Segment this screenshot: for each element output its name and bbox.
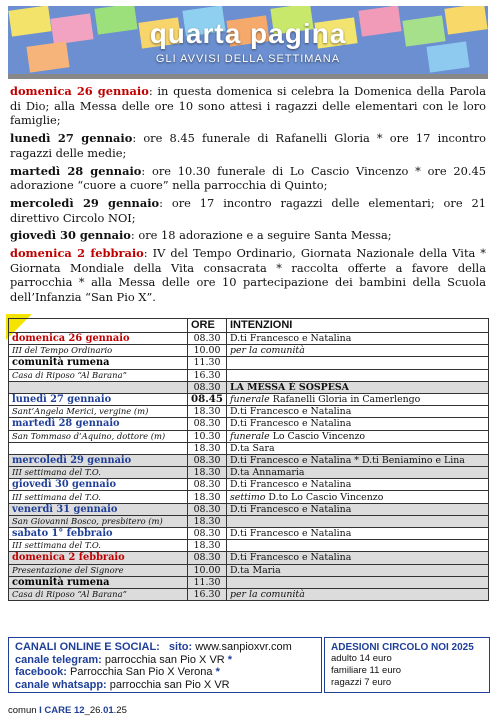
day-cell: martedì 28 gennaio [9, 418, 188, 430]
footer-prefix: comun [8, 705, 37, 716]
intention-prefix: funerale [230, 394, 270, 406]
channel-value[interactable]: Parrocchia San Pio X Verona [70, 666, 213, 678]
time-cell: 18.30 [188, 442, 227, 454]
notice-text: : in questa domenica si celebra la Domenica della Parola di Dio; alla Messa delle ore 10 sono attesi i ragazzi delle elementari con le loro famiglie; [10, 84, 486, 128]
day-cell: Sant’Angela Merici, vergine (m) [9, 406, 188, 418]
table-row [9, 357, 489, 369]
channels-title: CANALI ONLINE E SOCIAL: [15, 641, 160, 653]
notice-item [10, 196, 486, 225]
day-cell: giovedì 30 gennaio [9, 479, 188, 491]
time-cell: 08.30 [188, 381, 227, 393]
notice-text: : IV del Tempo Ordinario, Giornata Nazionale della Vita * Giornata Mondiale della Vita consacrata * raccolta offerte a favore della parrocchia * alla Messa delle ore 10 partecipazione dei bambini della Scuola dell’Infanzia “San Pio X”. [10, 246, 487, 305]
table-row [9, 369, 489, 381]
notice-item [10, 131, 486, 160]
notice-day: lunedì 27 gennaio [10, 131, 133, 146]
notice-text: : ore 17 incontro ragazzi delle elementari; ore 21 direttivo Circolo NOI; [10, 195, 486, 225]
table-row [9, 540, 489, 552]
table-row [9, 528, 489, 540]
table-row [9, 333, 489, 345]
notice-item [10, 164, 486, 193]
day-cell [9, 381, 188, 393]
header-banner [8, 6, 488, 74]
table-row [9, 418, 489, 430]
intention-cell [227, 540, 489, 552]
membership-box [324, 637, 490, 693]
table-row [9, 454, 489, 466]
day-cell: lunedì 27 gennaio [9, 393, 188, 405]
intention-cell [227, 430, 489, 442]
day-cell: sabato 1° febbraio [9, 528, 188, 540]
time-cell: 10.00 [188, 345, 227, 357]
notice-day: giovedì 30 gennaio [10, 228, 131, 243]
intention-cell [227, 357, 489, 369]
table-row [9, 491, 489, 503]
intention-cell [227, 491, 489, 503]
time-cell: 18.30 [188, 515, 227, 527]
table-row [9, 503, 489, 515]
intention-cell [227, 528, 489, 540]
intention-cell [227, 333, 489, 345]
day-cell: San Giovanni Bosco, presbitero (m) [9, 515, 188, 527]
day-cell: domenica 26 gennaio [9, 333, 188, 345]
membership-title: ADESIONI CIRCOLO NOI 2025 [331, 642, 474, 653]
table-row [9, 381, 489, 393]
intention-cell [227, 467, 489, 479]
time-cell: 10.30 [188, 430, 227, 442]
day-cell: III settimana del T.O. [9, 467, 188, 479]
intention-text: D.ti Francesco e Natalina * D.ti Beniamino e Lina [230, 454, 465, 466]
channel-value[interactable]: parrocchia san Pio X VR [104, 653, 225, 666]
table-row [9, 430, 489, 442]
notice-text: : ore 8.45 funerale di Rafanelli Gloria * ore 17 incontro ragazzi delle medie; [10, 131, 486, 160]
table-header-row [9, 319, 489, 333]
day-cell: venerdì 31 gennaio [9, 503, 188, 515]
membership-item: ragazzi 7 euro [331, 677, 392, 688]
time-cell: 11.30 [188, 576, 227, 588]
intention-text: D.ta Maria [230, 564, 281, 576]
time-cell: 16.30 [188, 369, 227, 381]
day-cell: Casa di Riposo “Al Barana” [9, 588, 188, 600]
day-cell: III settimana del T.O. [9, 491, 188, 503]
time-cell: 18.30 [188, 491, 227, 503]
intention-text: D.ta Annamaria [230, 467, 305, 479]
time-cell: 08.30 [188, 454, 227, 466]
notice-day: domenica 26 gennaio [10, 84, 149, 98]
header-intenzioni: INTENZIONI [227, 319, 489, 333]
weekly-notices [10, 84, 486, 308]
intention-text: LA MESSA È SOSPESA [230, 381, 349, 393]
intention-cell [227, 369, 489, 381]
table-row [9, 515, 489, 527]
channel-label: canale telegram: [15, 653, 102, 666]
intention-text: Lo Cascio Vincenzo [272, 430, 366, 442]
channel-line [9, 666, 321, 679]
table-row [9, 393, 489, 405]
time-cell: 08.30 [188, 503, 227, 515]
divider-bar [8, 74, 488, 79]
time-cell: 08.30 [188, 552, 227, 564]
banner-title: quarta pagina [149, 18, 347, 49]
site-link[interactable]: www.sanpioxvr.com [195, 641, 292, 653]
notice-day: mercoledì 29 gennaio [10, 195, 160, 210]
intention-text: D.ti Francesco e Natalina [230, 333, 352, 345]
channel-value[interactable]: parrocchia san Pio X VR [109, 678, 230, 691]
channel-line [9, 654, 321, 667]
table-row [9, 552, 489, 564]
time-cell: 08.30 [188, 333, 227, 345]
intention-cell [227, 503, 489, 515]
intention-cell [227, 454, 489, 466]
table-row [9, 442, 489, 454]
intention-text: D.ti Francesco e Natalina [230, 479, 352, 491]
day-cell: domenica 2 febbraio [9, 552, 188, 564]
time-cell: 18.30 [188, 406, 227, 418]
footer-brand: I CARE [39, 705, 72, 716]
intention-text: Rafanelli Gloria in Camerlengo [272, 394, 421, 406]
day-cell: Casa di Riposo “Al Barana” [9, 369, 188, 381]
intention-cell [227, 345, 489, 357]
notice-item [10, 84, 486, 128]
intention-prefix: funerale [230, 430, 270, 442]
notice-text: : ore 18 adorazione e a seguire Santa Messa; [130, 228, 392, 243]
intention-text: D.ti Francesco e Natalina [230, 552, 352, 564]
intention-cell [227, 442, 489, 454]
day-cell: III settimana del T.O. [9, 540, 188, 552]
intention-cell [227, 552, 489, 564]
intention-text: D.to Lo Cascio Vincenzo [268, 491, 384, 503]
table-row [9, 467, 489, 479]
intention-cell [227, 515, 489, 527]
day-cell: Presentazione del Signore [9, 564, 188, 576]
intention-cell [227, 406, 489, 418]
time-cell: 11.30 [188, 357, 227, 369]
time-cell: 18.30 [188, 540, 227, 552]
social-channels-box [8, 637, 322, 693]
time-cell: 08.30 [188, 418, 227, 430]
notice-item [10, 228, 486, 243]
channel-label: facebook: [15, 666, 67, 678]
intention-prefix: settimo [230, 491, 266, 503]
notice-day: martedì 28 gennaio [10, 163, 142, 178]
notice-item [10, 246, 486, 305]
header-ore: ORE [188, 319, 227, 333]
channel-star: * [215, 666, 220, 678]
table-row [9, 345, 489, 357]
footer-sep1: _26. [84, 705, 104, 716]
time-cell: 08.30 [188, 479, 227, 491]
intention-text: D.ti Francesco e Natalina [230, 418, 352, 430]
intention-text: D.ti Francesco e Natalina [230, 406, 352, 418]
mass-schedule-table [8, 318, 489, 601]
intention-cell [227, 564, 489, 576]
day-cell: comunità rumena [9, 357, 188, 369]
intention-cell [227, 588, 489, 600]
intention-cell [227, 418, 489, 430]
intention-text: D.ti Francesco e Natalina [230, 528, 352, 540]
channel-label: canale whatsapp: [15, 678, 107, 691]
table-row [9, 588, 489, 600]
notice-text: : ore 10.30 funerale di Lo Cascio Vincenzo * ore 20.45 adorazione “cuore a cuore” nella parrocchia di Quinto; [10, 163, 486, 193]
time-cell: 08.30 [188, 528, 227, 540]
table-row [9, 564, 489, 576]
day-cell [9, 442, 188, 454]
time-cell: 08.45 [188, 393, 227, 405]
intention-cell [227, 381, 489, 393]
time-cell: 10.00 [188, 564, 227, 576]
day-cell: mercoledì 29 gennaio [9, 454, 188, 466]
channel-star: * [227, 653, 233, 666]
footer-sep2: .25 [113, 705, 127, 716]
intention-text: D.ta Sara [230, 442, 275, 454]
membership-item: adulto 14 euro [331, 653, 392, 664]
page-footer [8, 705, 127, 716]
day-cell: III del Tempo Ordinario [9, 345, 188, 357]
time-cell: 18.30 [188, 467, 227, 479]
channel-line [9, 679, 321, 692]
day-cell: San Tommaso d’Aquino, dottore (m) [9, 430, 188, 442]
footer-month: 01 [103, 705, 114, 716]
intention-cell [227, 576, 489, 588]
footer-issue: 12 [74, 705, 85, 716]
intention-text: per la comunità [230, 345, 305, 357]
header-day [9, 319, 188, 333]
intention-text: per la comunità [230, 589, 305, 601]
site-label: sito: [168, 641, 193, 653]
intention-cell [227, 479, 489, 491]
membership-item: familiare 11 euro [331, 665, 402, 676]
notice-day: domenica 2 febbraio [10, 246, 144, 261]
table-row [9, 406, 489, 418]
table-row [9, 576, 489, 588]
day-cell: comunità rumena [9, 576, 188, 588]
banner-subtitle: GLI AVVISI DELLA SETTIMANA [155, 53, 341, 65]
table-row [9, 479, 489, 491]
intention-cell [227, 393, 489, 405]
time-cell: 16.30 [188, 588, 227, 600]
intention-text: D.ti Francesco e Natalina [230, 503, 352, 515]
